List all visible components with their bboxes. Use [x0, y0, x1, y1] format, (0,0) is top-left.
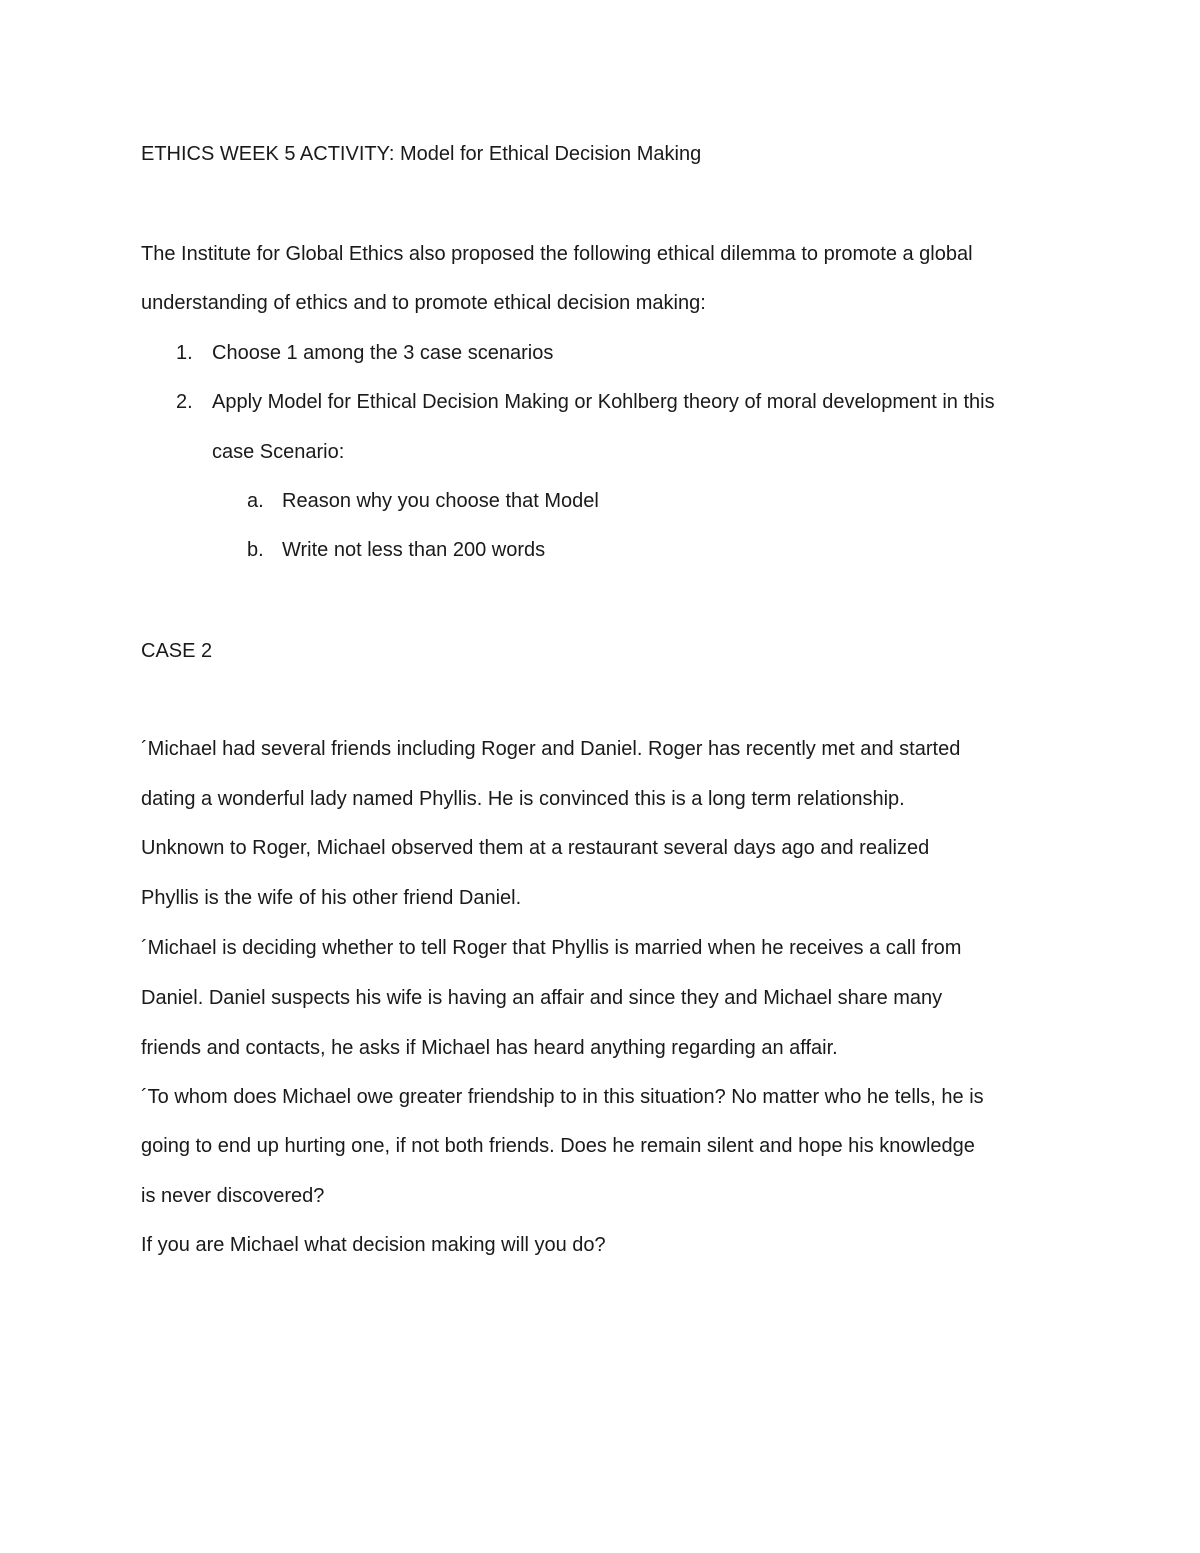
list-item-2-line-2: case Scenario:	[212, 441, 345, 463]
case-paragraph-3-line-1: ´To whom does Michael owe greater friendship to in this situation? No matter who he tells, he is	[141, 1086, 984, 1108]
intro-line-2: understanding of ethics and to promote ethical decision making:	[141, 292, 706, 314]
case-paragraph-1-line-4: Phyllis is the wife of his other friend Daniel.	[141, 887, 522, 909]
case-paragraph-1-line-2: dating a wonderful lady named Phyllis. He is convinced this is a long term relationship.	[141, 788, 905, 810]
case-paragraph-1-line-1: ´Michael had several friends including Roger and Daniel. Roger has recently met and started	[141, 738, 961, 760]
case-paragraph-3-line-3: is never discovered?	[141, 1185, 325, 1207]
case-paragraph-2-line-1: ´Michael is deciding whether to tell Roger that Phyllis is married when he receives a call from	[141, 937, 962, 959]
case-paragraph-2-line-2: Daniel. Daniel suspects his wife is having an affair and since they and Michael share many	[141, 987, 943, 1009]
list-item-1: Choose 1 among the 3 case scenarios	[212, 342, 554, 364]
sublist-item-a: Reason why you choose that Model	[282, 490, 599, 512]
sublist-marker-a: a.	[247, 490, 264, 512]
case-paragraph-1-line-3: Unknown to Roger, Michael observed them at a restaurant several days ago and realized	[141, 837, 930, 859]
list-marker-2: 2.	[176, 391, 193, 413]
case-paragraph-3-line-2: going to end up hurting one, if not both friends. Does he remain silent and hope his knowledge	[141, 1135, 975, 1157]
sublist-marker-b: b.	[247, 539, 264, 561]
closing-question: If you are Michael what decision making will you do?	[141, 1234, 606, 1256]
sublist-item-b: Write not less than 200 words	[282, 539, 546, 561]
intro-line-1: The Institute for Global Ethics also proposed the following ethical dilemma to promote a global	[141, 243, 973, 265]
list-item-2-line-1: Apply Model for Ethical Decision Making or Kohlberg theory of moral development in this	[212, 391, 995, 413]
case-heading: CASE 2	[141, 640, 213, 662]
document-title: ETHICS WEEK 5 ACTIVITY: Model for Ethical Decision Making	[141, 143, 702, 165]
list-marker-1: 1.	[176, 342, 193, 364]
case-paragraph-2-line-3: friends and contacts, he asks if Michael has heard anything regarding an affair.	[141, 1037, 838, 1059]
